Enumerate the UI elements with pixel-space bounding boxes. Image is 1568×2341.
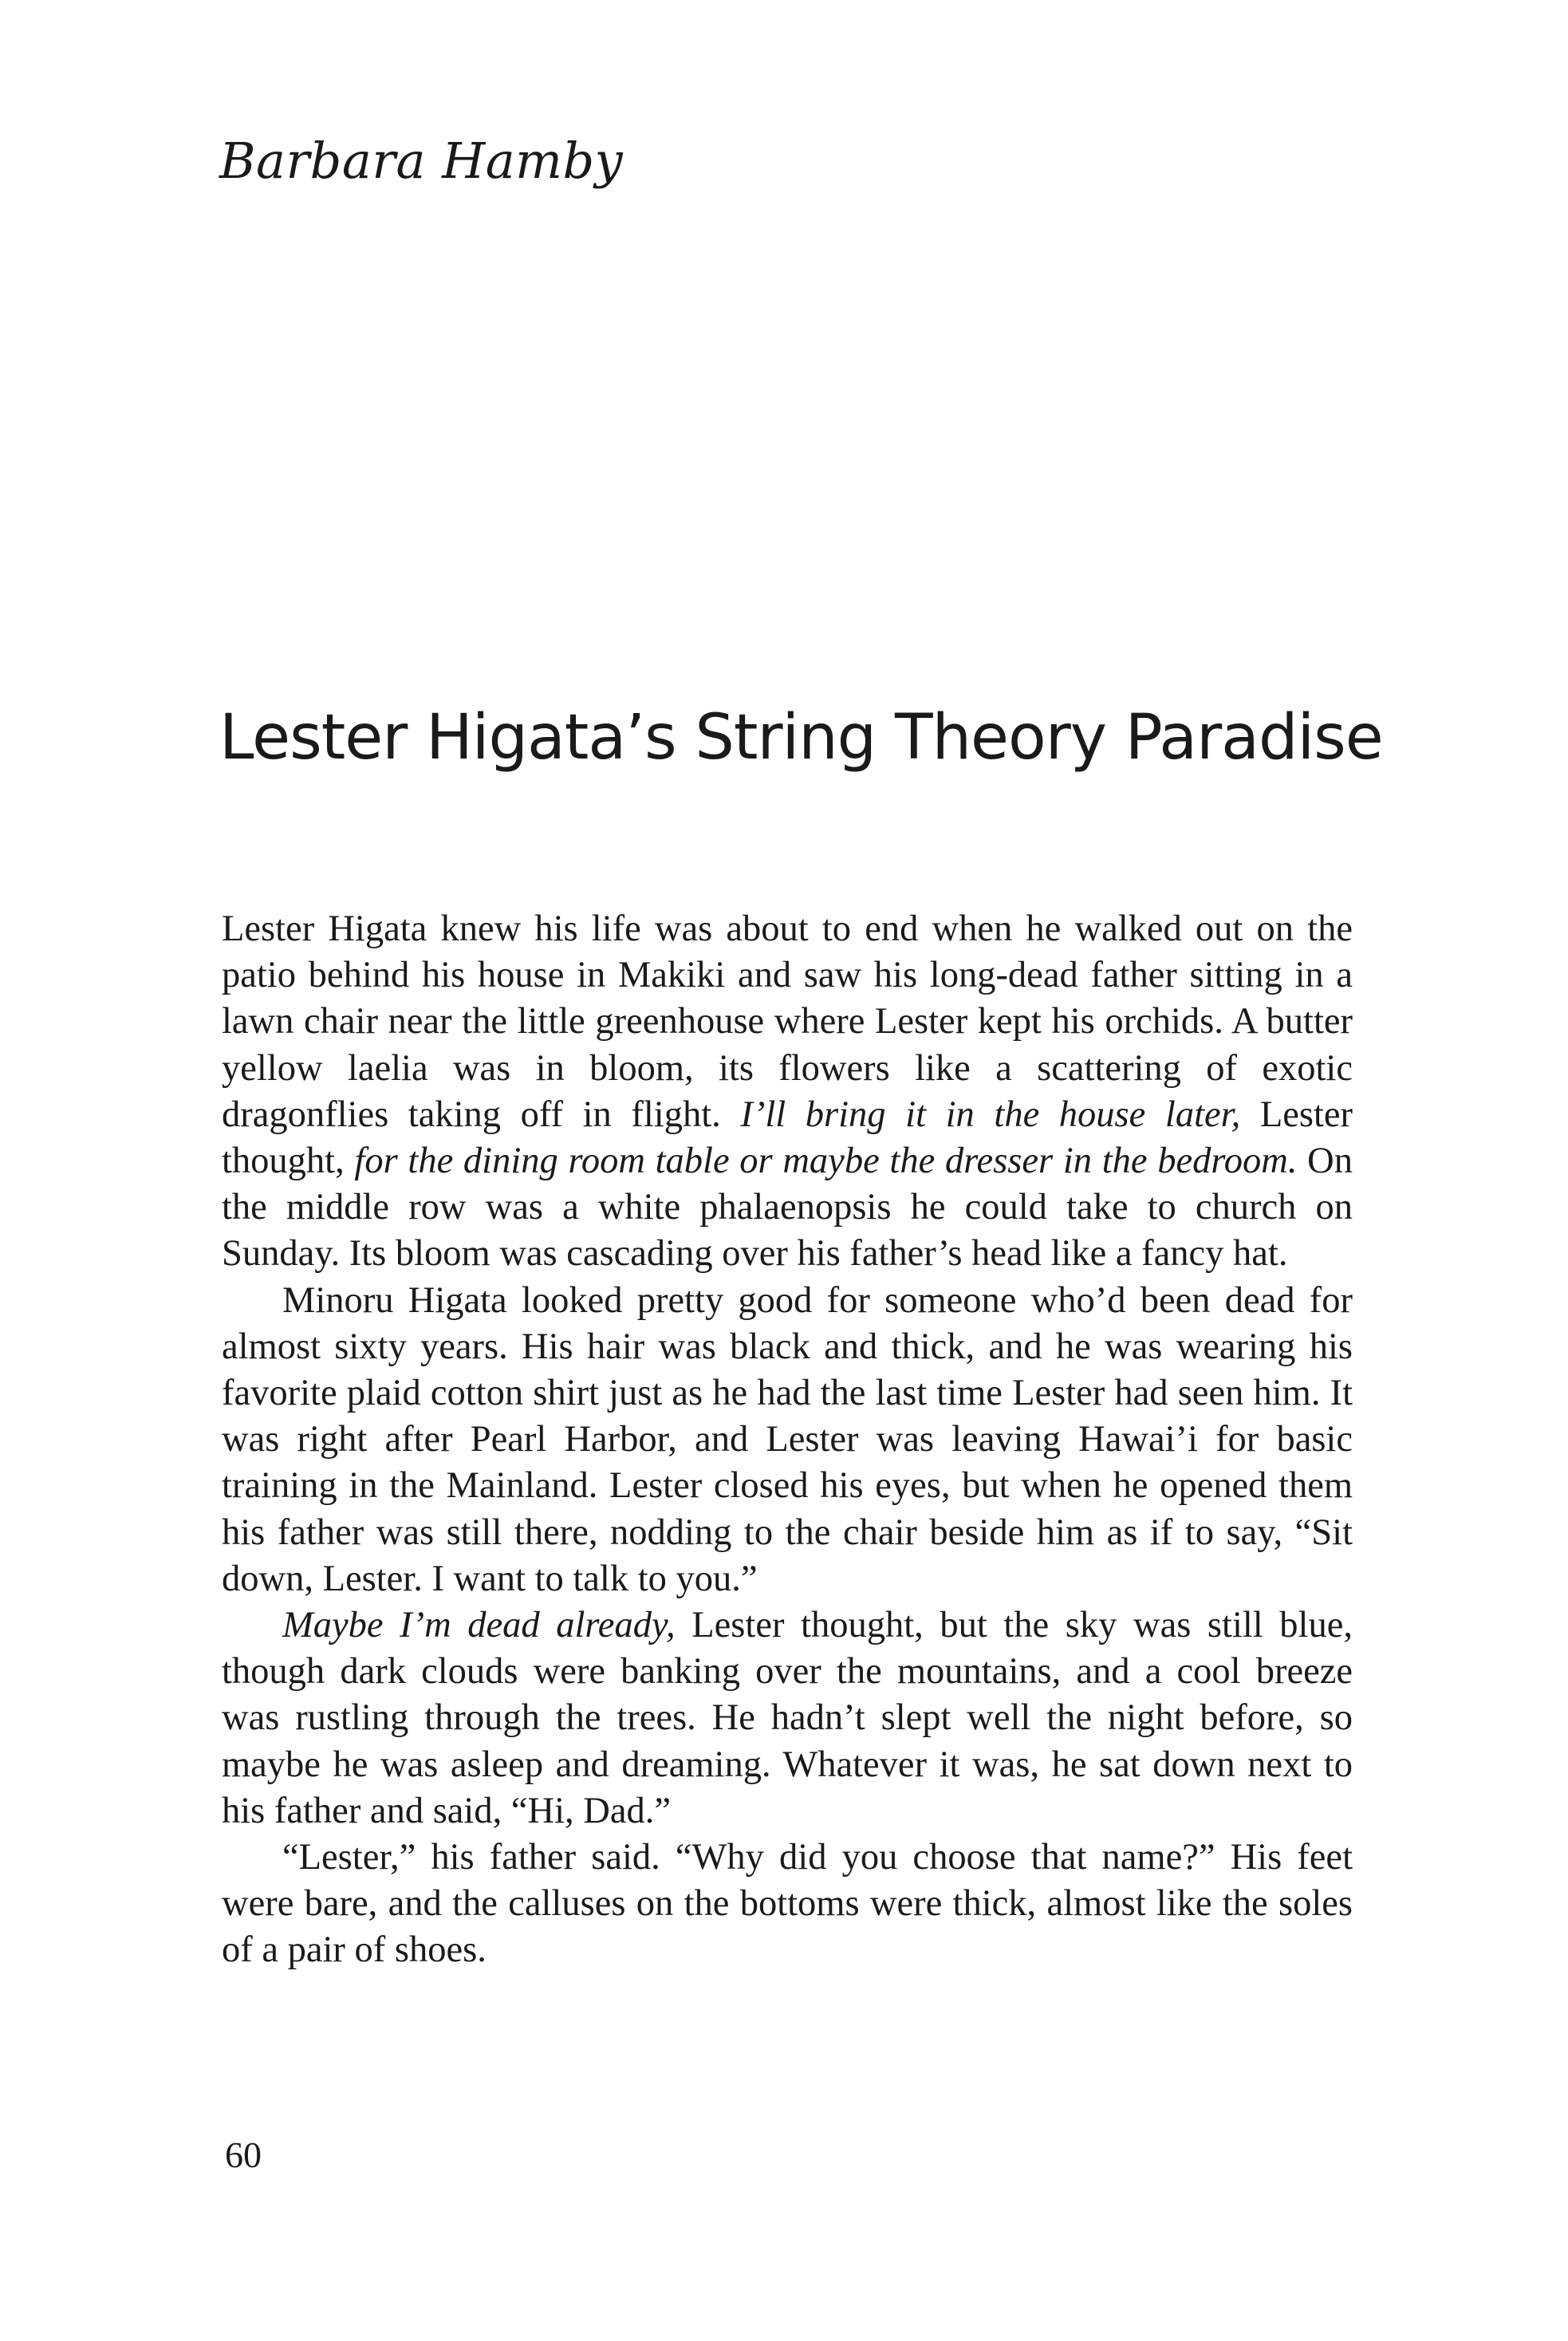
paragraph-italic-text: for the dining room table or maybe the dresser in the bedroom. [354, 1141, 1298, 1182]
paragraph-text: On the middle row was a white phalaenopsis he could take to church on Sunday. Its bloom was cascading over his father’s head like a fancy hat. [222, 1141, 1353, 1275]
paragraph-1 [222, 906, 1353, 1278]
paragraph-text: “Lester,” his father said. “Why did you choose that name?” His feet were bare, and the calluses on the bottoms were thick, almost like the soles of a pair of shoes. [222, 1837, 1353, 1971]
paragraph-italic-text: I’ll bring it in the house later, [740, 1094, 1241, 1135]
paragraph-3 [222, 1602, 1353, 1835]
paragraph-text: Minoru Higata looked pretty good for someone who’d been dead for almost sixty years. His hair was black and thick, and he was wearing his favorite plaid cotton shirt just as he had the last time Lester had seen him. It was right after Pearl Harbor, and Lester was leaving Hawai’i for basic training in the Mainland. Lester closed his eyes, but when he opened them his father was still there, nodding to the chair beside him as if to say, “Sit down, Lester. I want to talk to you.” [222, 1279, 1353, 1599]
paragraph-text: Lester Higata knew his life was about to end when he walked out on the patio behind his house in Makiki and saw his long-dead father sitting in a lawn chair near the little greenhouse where Lester kept his orchids. A butter yellow laelia was in bloom, its flowers like a scattering of exotic dragonflies taking off in flight. [222, 908, 1353, 1135]
running-header-author: Barbara Hamby [219, 132, 624, 190]
paragraph-italic-text: Maybe I’m dead already, [282, 1605, 676, 1646]
paragraph-4 [222, 1835, 1353, 1974]
paragraph-2 [222, 1278, 1353, 1602]
paragraph-text: Lester thought, [222, 1094, 1353, 1182]
story-title: Lester Higata’s String Theory Paradise [219, 702, 1383, 774]
paragraph-text: Lester thought, but the sky was still blue, though dark clouds were banking over the mountains, and a cool breeze was rustling through the trees. He hadn’t slept well the night before, so maybe he was asleep and dreaming. Whatever it was, he sat down next to his father and said, “Hi, Dad.” [222, 1605, 1353, 1831]
story-body [222, 906, 1353, 1974]
page-number: 60 [225, 2134, 262, 2175]
